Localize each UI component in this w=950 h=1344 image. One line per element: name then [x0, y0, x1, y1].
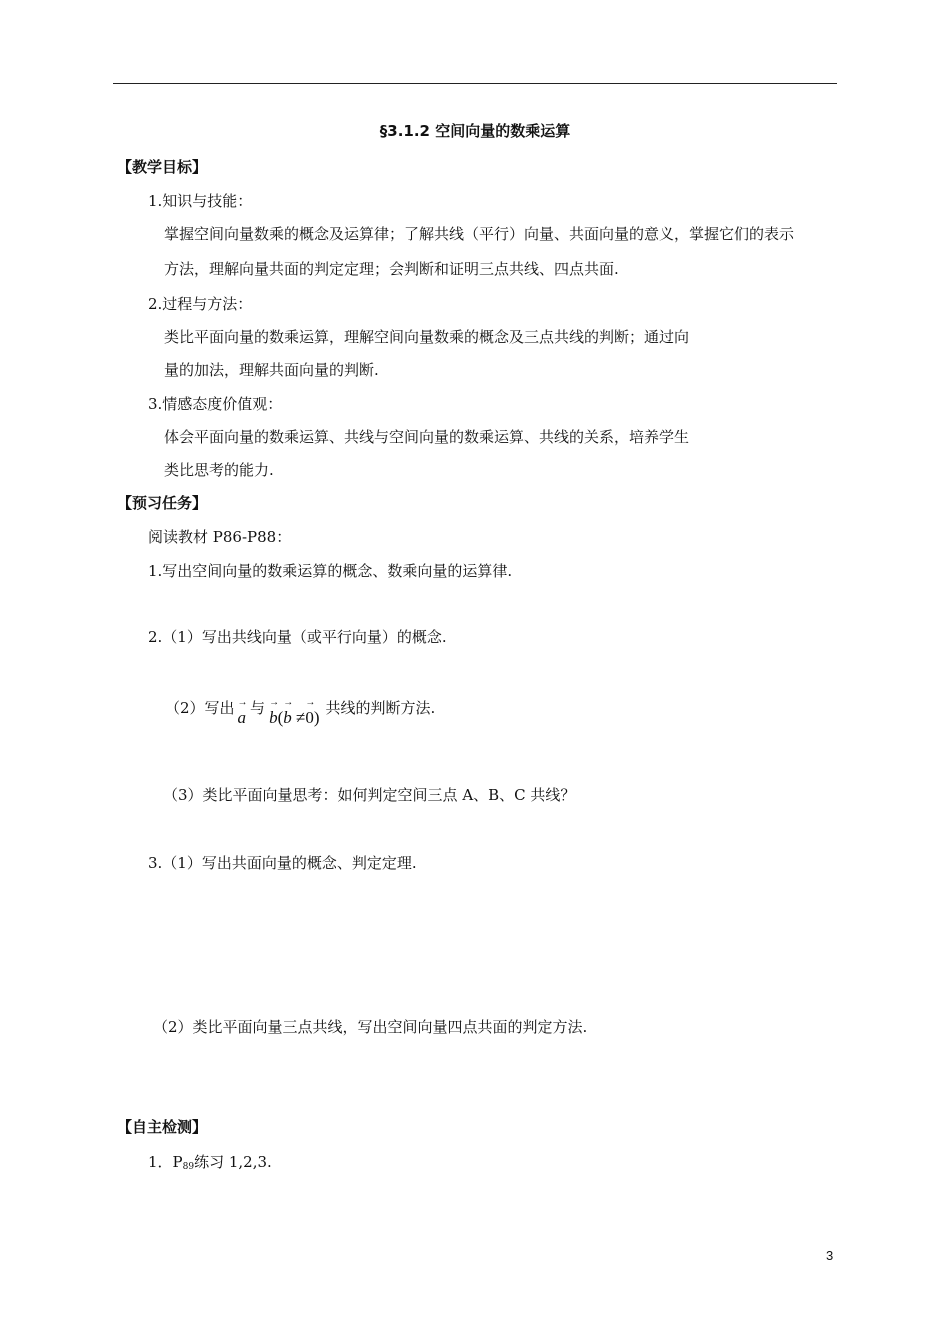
check-heading: 【自主检测】	[117, 1118, 208, 1136]
vector-b: → b	[269, 709, 278, 726]
preview-q2-3: （3）类比平面向量思考：如何判定空间三点 A、B、C 共线？	[163, 786, 576, 804]
goal-item-1: 1.知识与技能：	[148, 192, 253, 210]
page-title: §3.1.2 空间向量的数乘运算	[379, 122, 571, 140]
cond-close: )	[313, 708, 320, 727]
preview-q2-1: 2.（1）写出共线向量（或平行向量）的概念.	[148, 628, 447, 646]
preview-q2-2-prefix: （2）写出	[165, 699, 235, 717]
goal-item-2-text-b: 量的加法，理解共面向量的判断.	[164, 361, 379, 379]
goal-item-3-text-b: 类比思考的能力.	[164, 461, 274, 479]
goal-item-3: 3.情感态度价值观：	[148, 395, 283, 413]
preview-q3-1: 3.（1）写出共面向量的概念、判定定理.	[148, 854, 417, 872]
preview-q2-2-suffix: 共线的判断方法.	[325, 699, 436, 717]
vector-b-cond: → b	[283, 709, 292, 726]
header-rule	[113, 83, 837, 84]
preview-q2-2	[165, 699, 436, 727]
vector-a: → a	[238, 709, 247, 726]
page-number: 3	[826, 1248, 834, 1263]
preview-q2-2-mid: 与	[250, 699, 266, 717]
zero-vector: → 0	[305, 709, 314, 726]
check-q1-page-sub: 89	[182, 1162, 195, 1172]
preview-q1: 1.写出空间向量的数乘运算的概念、数乘向量的运算律.	[148, 562, 513, 580]
goal-item-1-text-b: 方法，理解向量共面的判定定理；会判断和证明三点共线、四点共面.	[164, 260, 619, 278]
cond-open: (	[277, 708, 284, 727]
cond-neq: ≠	[291, 708, 306, 727]
goal-item-2-text-a: 类比平面向量的数乘运算，理解空间向量数乘的概念及三点共线的判断；通过向	[164, 328, 690, 346]
goal-item-3-text-a: 体会平面向量的数乘运算、共线与空间向量的数乘运算、共线的关系，培养学生	[164, 428, 690, 446]
check-q1-prefix: 1．P	[148, 1153, 183, 1171]
vector-condition	[269, 708, 319, 727]
preview-reading: 阅读教材 P86-P88：	[148, 528, 292, 546]
check-q1-suffix: 练习 1,2,3.	[194, 1153, 272, 1171]
check-q1	[148, 1155, 272, 1172]
goal-item-2: 2.过程与方法：	[148, 295, 253, 313]
goals-heading: 【教学目标】	[117, 158, 208, 176]
preview-q3-2: （2）类比平面向量三点共线，写出空间向量四点共面的判定方法.	[153, 1018, 588, 1036]
preview-heading: 【预习任务】	[117, 494, 208, 512]
goal-item-1-text-a: 掌握空间向量数乘的概念及运算律；了解共线（平行）向量、共面向量的意义，掌握它们的表示	[164, 225, 795, 243]
